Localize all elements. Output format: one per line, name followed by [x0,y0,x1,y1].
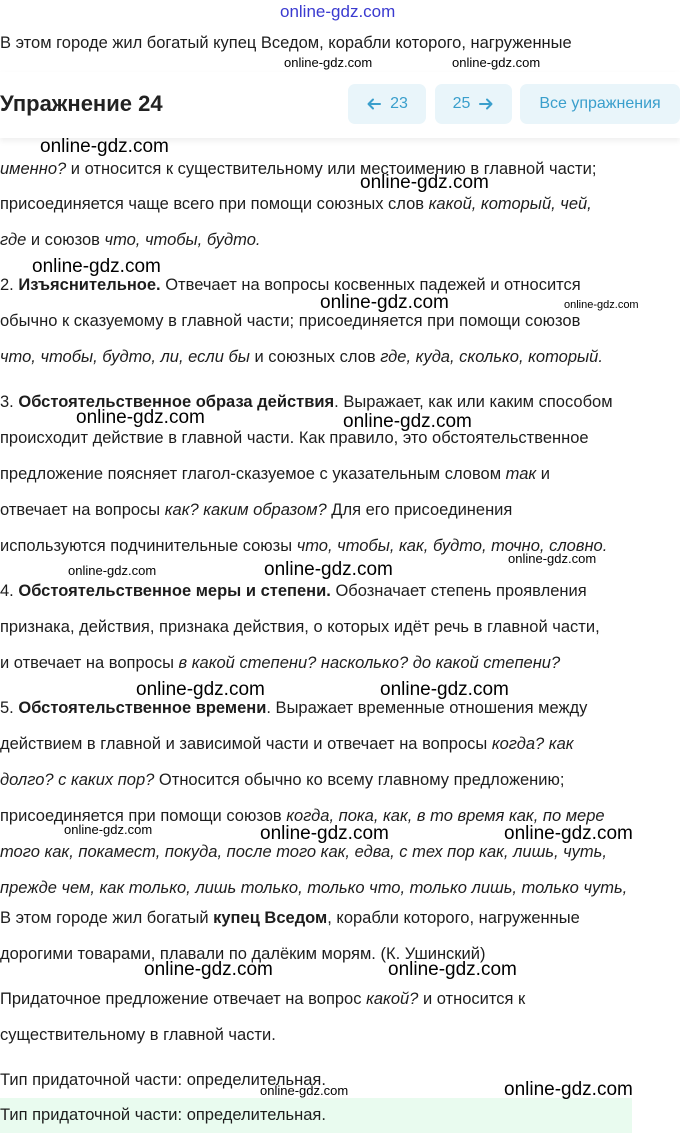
watermark: online-gdz.com [564,299,639,311]
theory-p5-line-4: присоединяется при помощи союзов когда, пока, как, в то время как, по мере [0,807,605,825]
theory-p3-line-2: происходит действие в главной части. Как правило, это обстоятельственное [0,429,589,447]
site-watermark-top: online-gdz.com [280,2,396,21]
watermark: online-gdz.com [144,959,273,980]
theory-p3-line-3: предложение поясняет глагол-сказуемое с указательным словом так и [0,465,550,483]
theory-p2-line-1: 2. Изъяснительное. Отвечает на вопросы косвенных падежей и относится [0,276,581,294]
answer-type-text: Тип придаточной части: определительная. [0,1071,326,1089]
theory-p5-line-3: долго? с каких пор? Относится обычно ко всему главному предложению; [0,771,565,789]
arrow-left-icon [366,96,382,112]
watermark: online-gdz.com [343,411,472,432]
watermark: online-gdz.com [264,559,393,580]
watermark: online-gdz.com [388,959,517,980]
theory-p4-line-3: и отвечает на вопросы в какой степени? насколько? до какой степени? [0,654,561,672]
next-exercise-button[interactable] [435,84,512,124]
watermark: online-gdz.com [136,679,265,700]
all-exercises-label: Все упражнения [539,95,661,112]
watermark: online-gdz.com [260,823,389,844]
answer-highlight-box [0,1098,632,1133]
watermark: online-gdz.com [64,822,153,837]
theory-line-1: именно? и относится к существительному или местоимению в главной части; [0,160,597,178]
theory-p2-line-3: что, чтобы, будто, ли, если бы и союзных слов где, куда, сколько, который. [0,348,603,366]
watermark: online-gdz.com [68,563,157,578]
exercise-header [0,72,680,138]
theory-line-3: где и союзов что, чтобы, будто. [0,231,261,249]
theory-p5-line-5: того как, покамест, покуда, после того как, едва, с тех пор как, лишь, чуть, [0,843,607,861]
theory-p5-line-2: действием в главной и зависимой части и отвечает на вопросы когда? как [0,735,574,753]
theory-p2-line-2: обычно к сказуемому в главной части; присоединяется при помощи союзов [0,312,581,330]
watermark: online-gdz.com [504,1079,633,1100]
answer-sentence-line-2: дорогими товарами, плавали по далёким морям. (К. Ушинский) [0,945,486,963]
intro-line: В этом городе жил богатый купец Вседом, корабли которого, нагруженные [0,34,572,52]
watermark: online-gdz.com [452,55,541,70]
answer-type-highlighted: Тип придаточной части: определительная. [0,1106,326,1124]
arrow-right-icon [478,96,494,112]
watermark: online-gdz.com [260,1083,349,1098]
theory-p5-line-6: прежде чем, как только, лишь только, только что, только лишь, только чуть, [0,879,628,897]
prev-exercise-label: 23 [390,95,408,112]
watermark: online-gdz.com [508,551,597,566]
watermark: online-gdz.com [40,136,169,157]
watermark: online-gdz.com [380,679,509,700]
answer-sentence-line-1: В этом городе жил богатый купец Вседом, корабли которого, нагруженные [0,909,580,927]
answer-question-line-1: Придаточное предложение отвечает на вопрос какой? и относится к [0,990,526,1008]
theory-p3-line-1: 3. Обстоятельственное образа действия. Выражает, как или каким способом [0,393,613,411]
theory-line-2: присоединяется чаще всего при помощи союзных слов какой, который, чей, [0,195,592,213]
watermark: online-gdz.com [320,292,449,313]
next-exercise-label: 25 [452,95,471,112]
theory-p4-line-2: признака, действия, признака действия, о которых идёт речь в главной части, [0,618,600,636]
theory-p4-line-1: 4. Обстоятельственное меры и степени. Обозначает степень проявления [0,582,587,600]
all-exercises-button[interactable] [520,84,680,124]
exercise-title: Упражнение 24 [0,91,163,116]
answer-question-line-2: существительному в главной части. [0,1026,276,1044]
theory-p5-line-1: 5. Обстоятельственное времени. Выражает временные отношения между [0,699,588,717]
theory-p3-line-5: используются подчинительные союзы что, чтобы, как, будто, точно, словно. [0,537,608,555]
prev-exercise-button[interactable] [348,84,426,124]
watermark: online-gdz.com [360,172,489,193]
watermark: online-gdz.com [284,55,373,70]
watermark: online-gdz.com [504,823,633,844]
watermark: online-gdz.com [32,256,161,277]
watermark: online-gdz.com [76,407,205,428]
theory-p3-line-4: отвечает на вопросы как? каким образом? Для его присоединения [0,501,513,519]
